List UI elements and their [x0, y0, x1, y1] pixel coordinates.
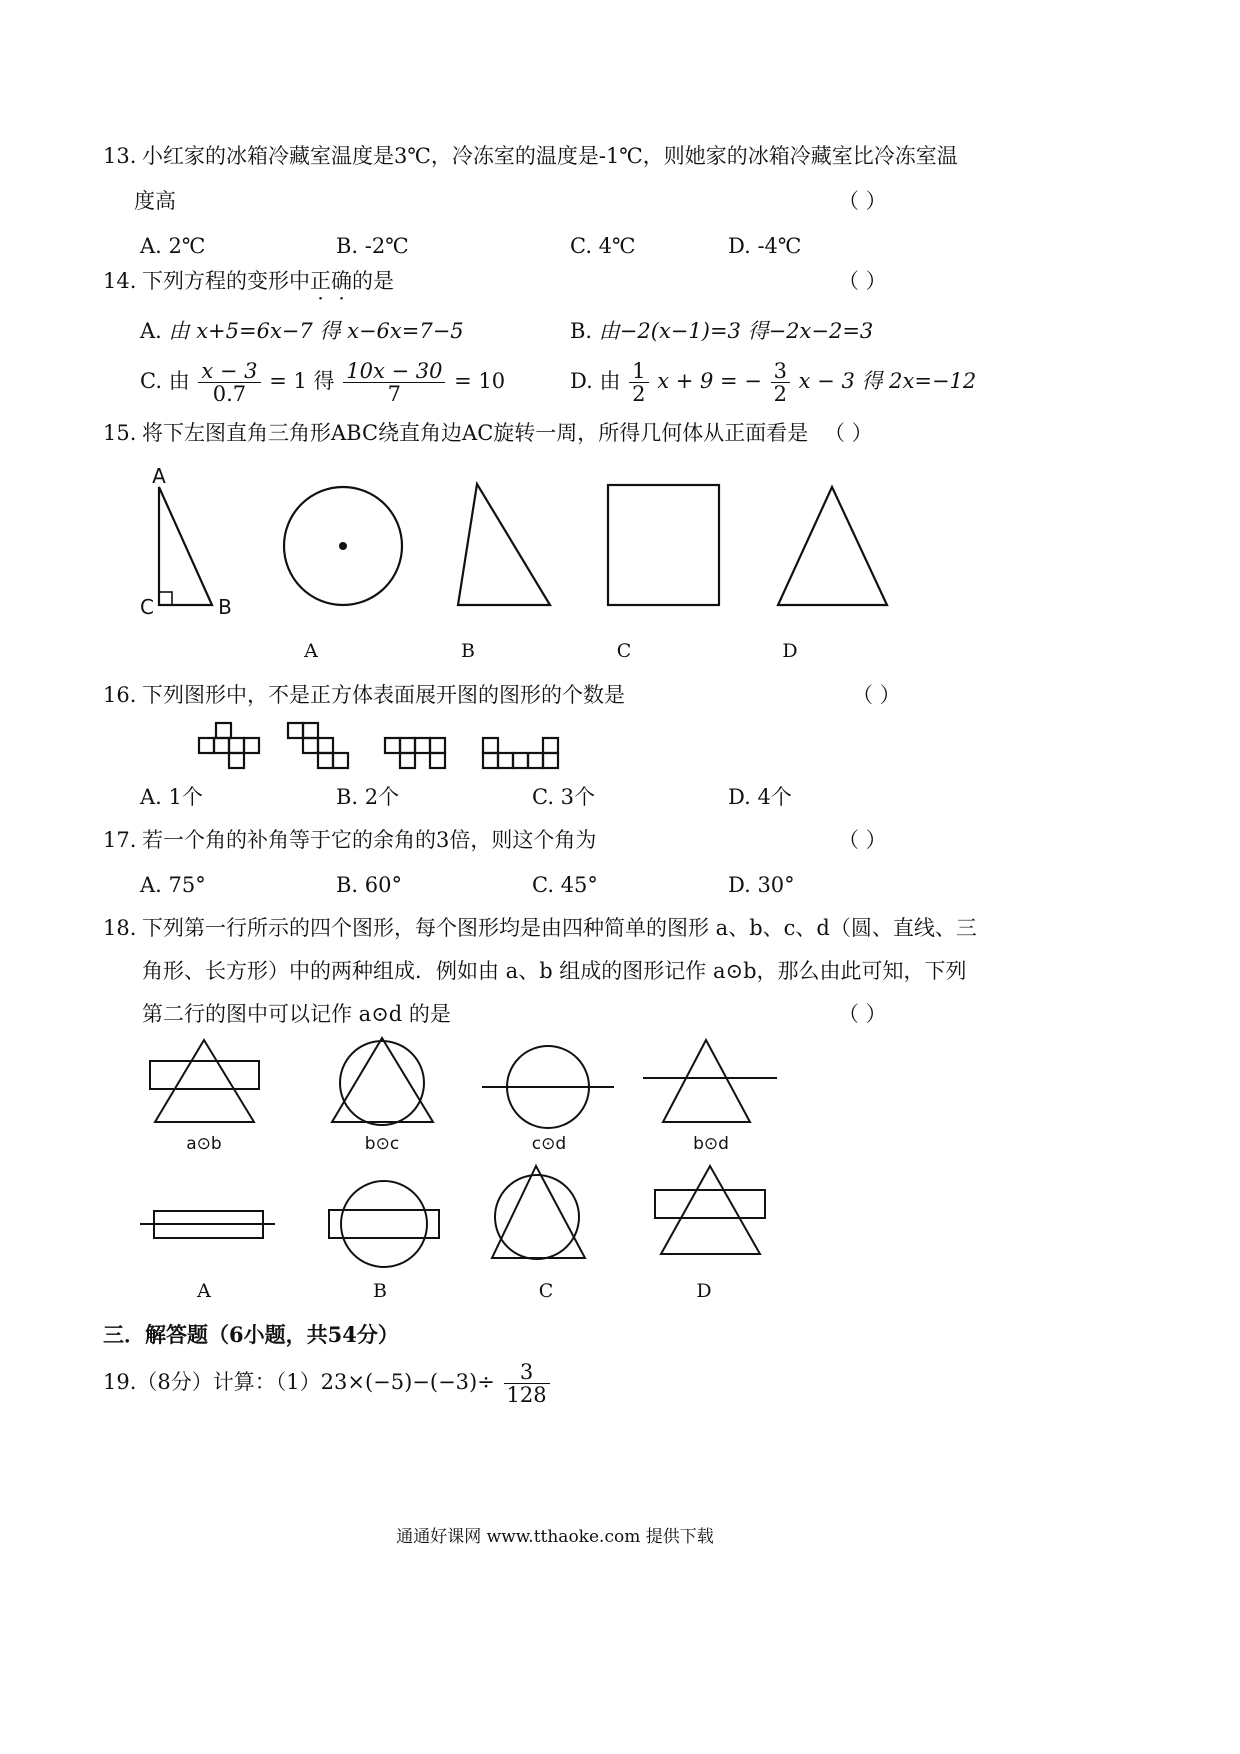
q14-option-c-fraction-1: [198, 360, 260, 405]
q19-text: （8分）计算：（1）23×(−5)−(−3)÷: [136, 1370, 495, 1394]
q16-stem: 下列图形中，不是正方体表面展开图的图形的个数是: [142, 683, 625, 707]
q15-answer-paren: （ ）: [824, 421, 873, 445]
q14-option-d-mid: x + 9 = −: [657, 369, 762, 393]
q17-stem: 若一个角的补角等于它的余角的3倍，则这个角为: [142, 828, 597, 852]
q17-option-b: B. 60°: [336, 873, 403, 897]
q15-right-triangle: [159, 487, 212, 605]
q14-option-c-pre: 由: [168, 369, 190, 393]
q14-option-d-fraction-1: [629, 360, 648, 405]
q17-number: 17.: [103, 828, 137, 852]
q14-option-d-end: x − 3 得 2x=−12: [798, 369, 977, 393]
q16-answer-paren: （ ）: [852, 683, 901, 707]
q13-option-a: A. 2℃: [140, 234, 206, 258]
q15-option-b-triangle: [458, 484, 550, 605]
q18-stem-line2: 角形、长方形）中的两种组成．例如由 a、b 组成的图形记作 a⊙b，那么由此可知，下列: [142, 959, 967, 983]
q17-option-c: C. 45°: [532, 873, 598, 897]
q14-option-b-text: 由−2(x−1)=3 得−2x−2=3: [598, 319, 874, 343]
q15-vertex-c: C: [140, 595, 154, 619]
q18-fig-a-dot-b: [150, 1040, 259, 1122]
q18-option-a-fig: [140, 1211, 275, 1238]
q18-stem-line3: 第二行的图中可以记作 a⊙d 的是: [142, 1002, 451, 1026]
q17-option-d: D. 30°: [728, 873, 795, 897]
q15-option-a-circle: [284, 487, 402, 605]
q14-option-a-text: 由 x+5=6x−7 得 x−6x=7−5: [168, 319, 464, 343]
q14-option-c: [140, 356, 505, 406]
q16-net-3: [385, 738, 445, 768]
q14-option-b-label: B.: [570, 319, 593, 343]
q13-stem-line2: 度高: [134, 189, 176, 213]
q14-option-a: [140, 318, 464, 344]
q18-option-c-fig: [492, 1166, 585, 1259]
q18-row2-label-b: B: [373, 1280, 387, 1302]
q14-option-d-den1: 2: [632, 382, 646, 406]
q18-number: 18.: [103, 916, 137, 940]
q14-number: 14.: [103, 269, 137, 293]
q14-option-c-label: C.: [140, 369, 162, 393]
q14-stem-pre: 下列方程的变形中: [142, 269, 310, 293]
q18-row2-label-a: A: [197, 1280, 211, 1302]
q14-option-b: [570, 318, 873, 344]
q14-option-d-fraction-2: [771, 360, 790, 405]
q14-answer-paren: （ ）: [838, 269, 887, 293]
q18-option-b-fig: [329, 1181, 439, 1267]
q14-stem-emph-2: 确: [331, 269, 352, 293]
q16-option-a: A. 1个: [140, 785, 203, 809]
q18-row1-label-1: a⊙b: [186, 1134, 222, 1154]
q15-label-c: C: [616, 640, 632, 662]
section-3-title: 三．解答题（6小题，共54分）: [103, 1322, 399, 1347]
q16-net-1: [199, 723, 259, 768]
q17-option-a: A. 75°: [140, 873, 206, 897]
q13-option-d: D. -4℃: [728, 234, 802, 258]
q18-fig-b-dot-c: [332, 1038, 433, 1125]
page-footer: 通通好课网 www.tthaoke.com 提供下载: [396, 1527, 714, 1547]
q13-option-b: B. -2℃: [336, 234, 409, 258]
q19-fraction: [504, 1361, 550, 1406]
q18-row2-label-d: D: [696, 1280, 712, 1302]
q14-option-c-end: = 10: [454, 369, 506, 393]
q19-number: 19.: [103, 1370, 137, 1394]
q14-option-c-fraction-2: [343, 360, 445, 405]
q14-option-d-den2: 2: [773, 382, 787, 406]
q13-answer-paren: （ ）: [838, 189, 887, 213]
q16-option-c: C. 3个: [532, 785, 596, 809]
q19-denominator: 128: [506, 1383, 547, 1407]
q14-option-d-num1: 1: [629, 360, 648, 383]
q13-stem-line1: 小红家的冰箱冷藏室温度是3℃，冷冻室的温度是-1℃，则她家的冰箱冷藏室比冷冻室温: [142, 144, 958, 168]
q14-stem: [142, 268, 394, 294]
q18-answer-paren: （ ）: [838, 1002, 887, 1026]
q15-vertex-b: B: [218, 595, 232, 619]
q16-net-4: [483, 738, 558, 768]
q13-option-c: C. 4℃: [570, 234, 636, 258]
q15-option-c-square: [608, 485, 719, 605]
q15-label-d: D: [782, 640, 798, 662]
q18-row1-label-3: c⊙d: [531, 1134, 567, 1154]
q18-stem-line1: 下列第一行所示的四个图形，每个图形均是由四种简单的图形 a、b、c、d（圆、直线、三: [142, 916, 977, 940]
q16-option-b: B. 2个: [336, 785, 400, 809]
q19-numerator: 3: [504, 1361, 550, 1384]
q18-option-d-fig: [655, 1166, 765, 1254]
q14-stem-post: 的是: [352, 269, 394, 293]
q16-option-d: D. 4个: [728, 785, 792, 809]
q18-row1-label-4: b⊙d: [693, 1134, 729, 1154]
q14-option-d-label: D.: [570, 369, 593, 393]
q14-option-c-num2: 10x − 30: [343, 360, 445, 383]
q13-number: 13.: [103, 144, 137, 168]
q18-row1-label-2: b⊙c: [364, 1134, 400, 1154]
q14-option-d: [570, 356, 976, 406]
q14-option-c-den2: 7: [387, 382, 402, 406]
q17-answer-paren: （ ）: [838, 828, 887, 852]
q14-option-c-mid: = 1 得: [269, 369, 335, 393]
q18-fig-b-dot-d: [643, 1040, 777, 1122]
q15-option-a-center-dot: [339, 542, 347, 550]
q14-option-c-num1: x − 3: [198, 360, 260, 383]
q14-stem-emph-1: 正: [310, 269, 331, 293]
q14-option-a-label: A.: [140, 319, 162, 343]
q15-stem: 将下左图直角三角形ABC绕直角边AC旋转一周，所得几何体从正面看是: [142, 421, 809, 445]
q15-option-d-triangle: [778, 487, 887, 605]
q14-option-d-num2: 3: [771, 360, 790, 383]
q19: [103, 1354, 552, 1410]
q18-fig-c-dot-d: [482, 1046, 614, 1128]
q15-number: 15.: [103, 421, 137, 445]
q15-vertex-a: A: [152, 464, 166, 488]
q16-number: 16.: [103, 683, 137, 707]
q15-label-b: B: [461, 640, 475, 662]
q14-option-c-den1: 0.7: [212, 382, 247, 406]
q16-net-2: [288, 723, 348, 768]
q15-label-a: A: [304, 640, 318, 662]
q18-row2-label-c: C: [538, 1280, 554, 1302]
q14-option-d-pre: 由: [599, 369, 621, 393]
